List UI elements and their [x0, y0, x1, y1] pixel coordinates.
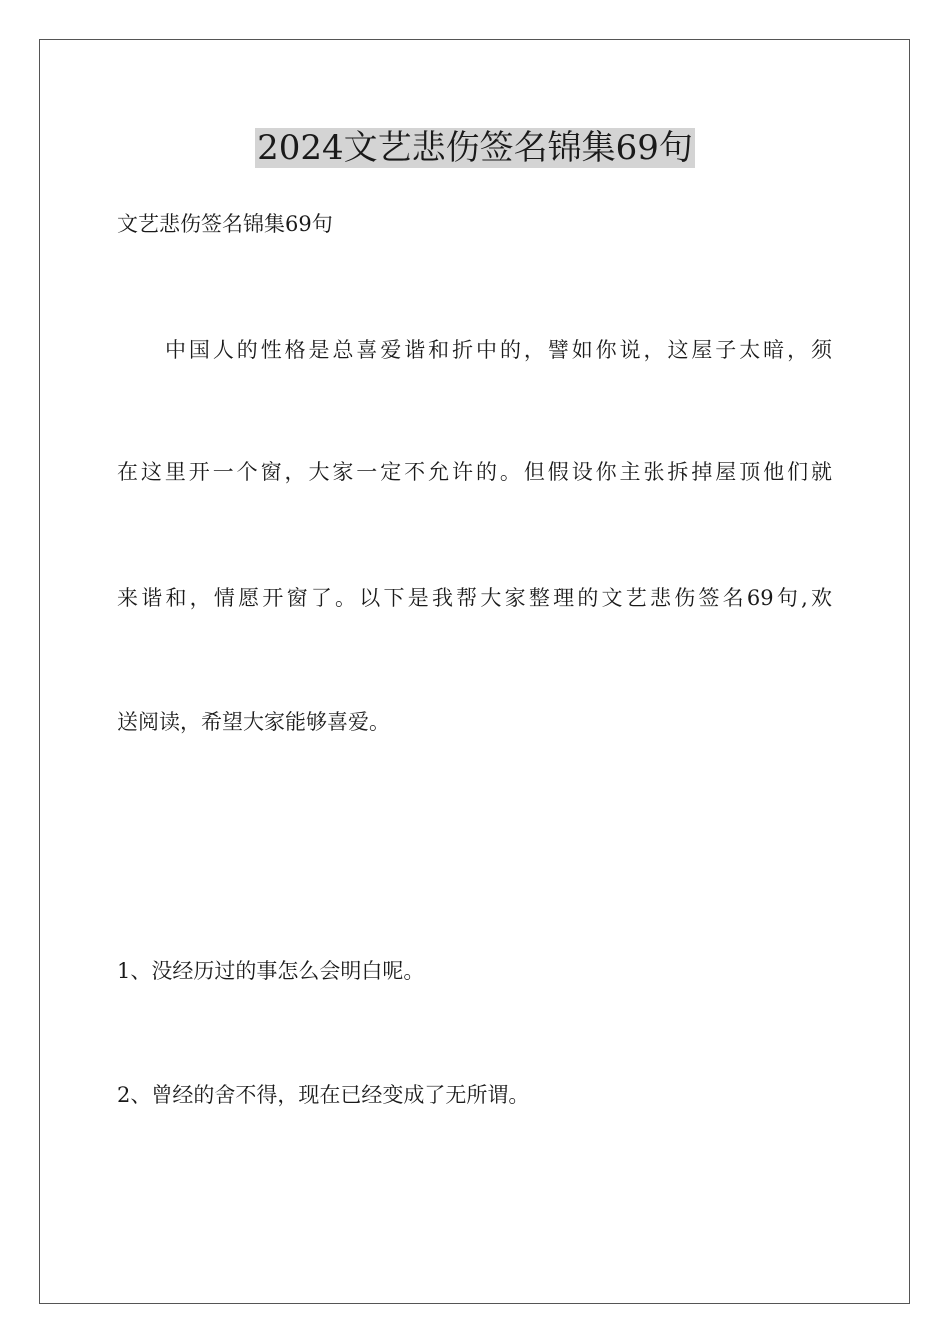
document-title: [0, 126, 950, 170]
intro-line-1: 中国人的性格是总喜爱谐和折中的，譬如你说，这屋子太暗，须: [165, 338, 832, 362]
intro-line-4: 送阅读，希望大家能够喜爱。: [117, 710, 390, 734]
intro-line-3: 来谐和，情愿开窗了。以下是我帮大家整理的文艺悲伤签名69句,欢: [117, 586, 832, 610]
intro-line-2: 在这里开一个窗，大家一定不允许的。但假设你主张拆掉屋顶他们就: [117, 460, 832, 484]
document-subtitle: 文艺悲伤签名锦集69句: [117, 212, 333, 236]
list-item: 1、没经历过的事怎么会明白呢。: [117, 959, 425, 983]
list-item: 2、曾经的舍不得，现在已经变成了无所谓。: [117, 1083, 530, 1107]
document-title-text: 2024文艺悲伤签名锦集69句: [257, 128, 693, 168]
